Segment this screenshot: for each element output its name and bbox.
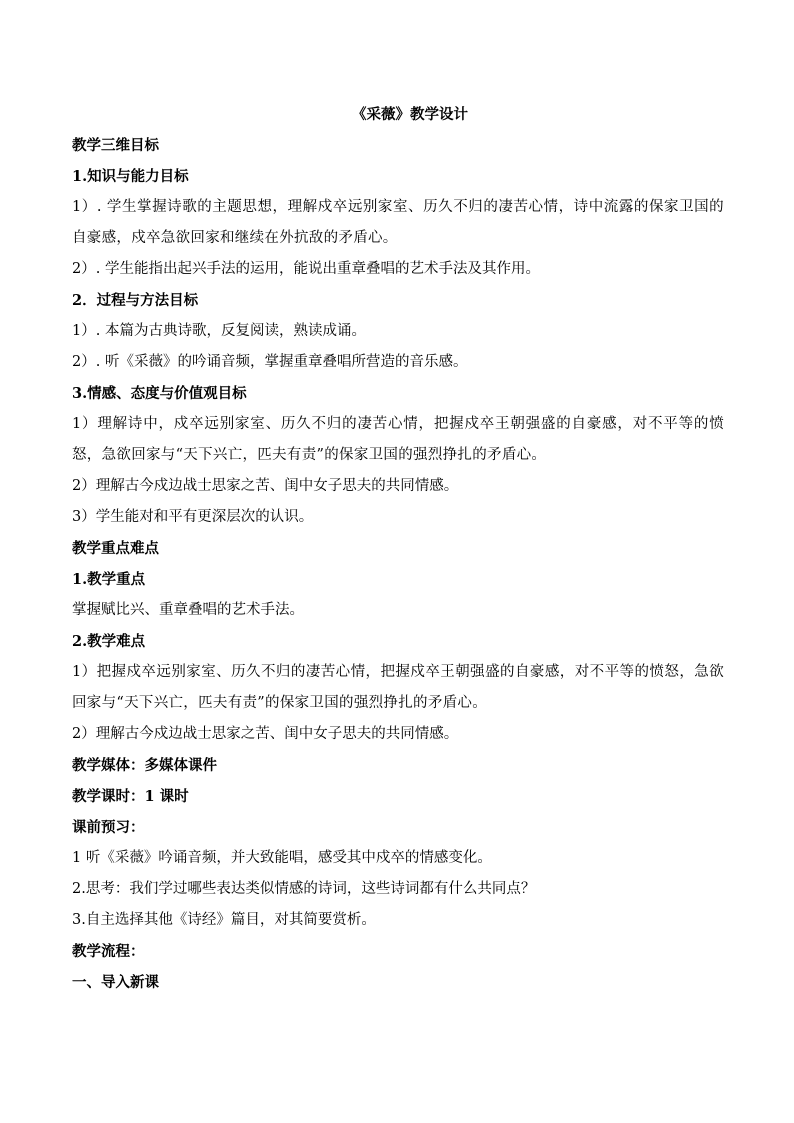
section-heading: 2.教学难点 [72, 633, 146, 650]
document-page [72, 100, 724, 998]
section-heading: 3.情感、态度与价值观目标 [72, 385, 247, 402]
paragraph-line: 1 听《采薇》吟诵音频，并大致能唱，感受其中戍卒的情感变化。 [72, 850, 492, 866]
paragraph-line: 2）. 听《采薇》的吟诵音频，掌握重章叠唱所营造的音乐感。 [72, 354, 468, 370]
section-heading: 1.教学重点 [72, 571, 146, 588]
section-heading: 教学流程： [72, 943, 145, 960]
paragraph-line: 3）学生能对和平有更深层次的认识。 [72, 509, 314, 525]
section-heading: 教学重点难点 [72, 540, 159, 557]
paragraph-line: 1）把握戍卒远别家室、历久不归的凄苦心情，把握戍卒王朝强盛的自豪感，对不平等的愤怒，急欲回家与“天下兴亡，匹夫有责”的保家卫国的强烈挣扎的矛盾心。 [72, 664, 724, 711]
paragraph-line: 1）. 学生掌握诗歌的主题思想，理解戍卒远别家室、历久不归的凄苦心情，诗中流露的保家卫国的自豪感，戍卒急欲回家和继续在外抗敌的矛盾心。 [72, 199, 724, 246]
paragraph-line: 2）理解古今戍边战士思家之苦、闺中女子思夫的共同情感。 [72, 478, 459, 494]
section-heading: 1.知识与能力目标 [72, 168, 189, 185]
section-heading: 教学三维目标 [72, 137, 159, 154]
paragraph-line: 3.自主选择其他《诗经》篇目，对其简要赏析。 [72, 912, 376, 928]
document-title: 《采薇》教学设计 [352, 106, 468, 123]
section-heading: 一、导入新课 [72, 974, 159, 991]
paragraph-line: 2）理解古今戍边战士思家之苦、闺中女子思夫的共同情感。 [72, 726, 459, 742]
section-heading: 教学媒体：多媒体课件 [72, 757, 217, 774]
paragraph-line: 2.思考：我们学过哪些表达类似情感的诗词，这些诗词都有什么共同点？ [72, 881, 536, 897]
paragraph-line: 2）. 学生能指出起兴手法的运用，能说出重章叠唱的艺术手法及其作用。 [72, 261, 540, 277]
paragraph-line: 1）. 本篇为古典诗歌，反复阅读，熟读成诵。 [72, 323, 366, 339]
paragraph-line: 1）理解诗中，戍卒远别家室、历久不归的凄苦心情，把握戍卒王朝强盛的自豪感，对不平等的愤怒，急欲回家与“天下兴亡，匹夫有责”的保家卫国的强烈挣扎的矛盾心。 [72, 416, 724, 463]
paragraph-line: 掌握赋比兴、重章叠唱的艺术手法。 [72, 602, 304, 618]
section-heading: 2．过程与方法目标 [72, 292, 199, 309]
section-heading: 课前预习： [72, 819, 145, 836]
section-heading: 教学课时：1 课时 [72, 788, 189, 805]
document-body [72, 130, 724, 998]
